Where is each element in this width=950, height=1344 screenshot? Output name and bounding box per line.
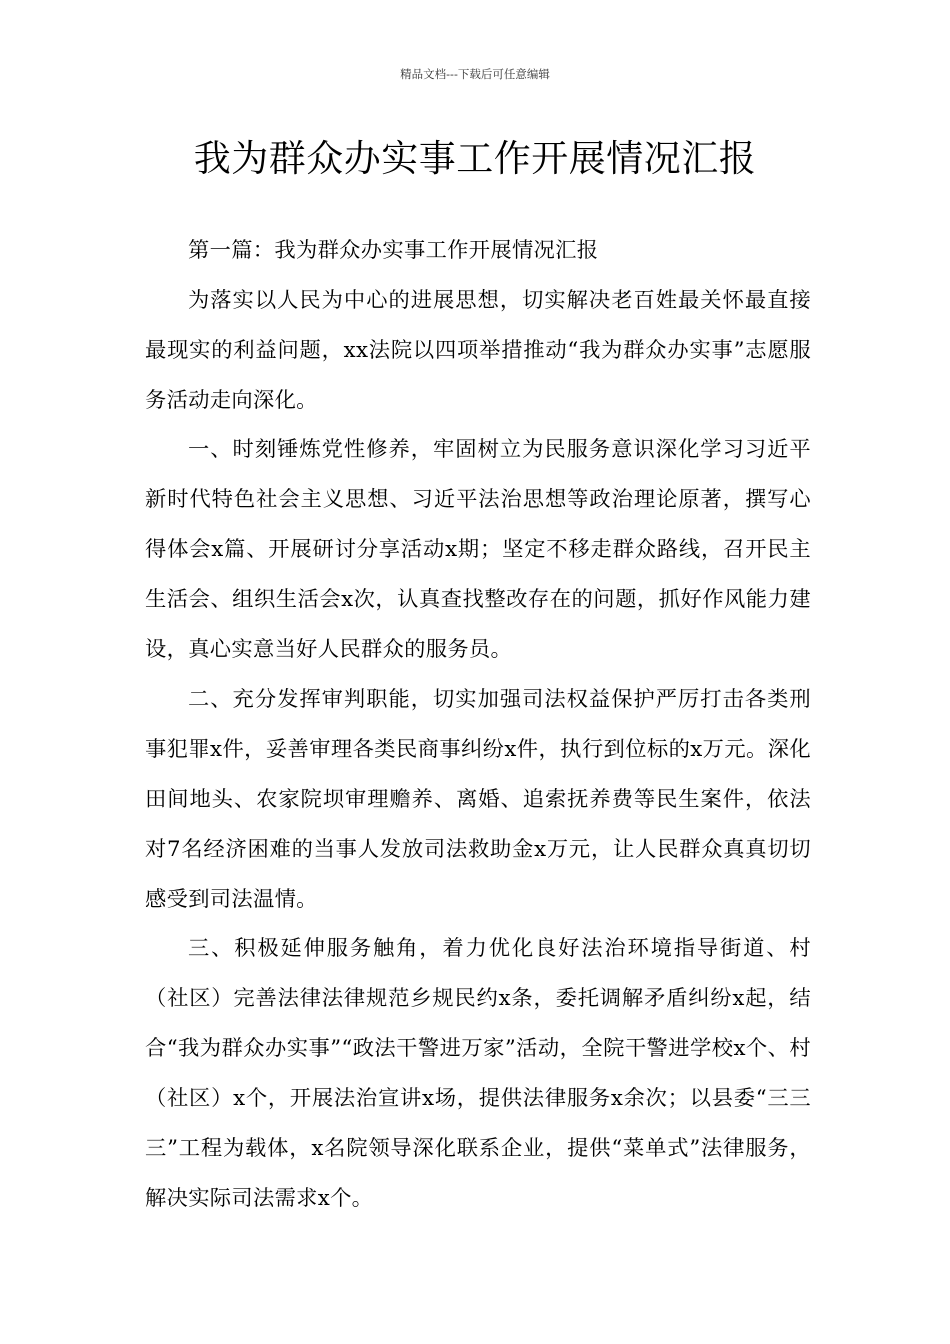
paragraph-subtitle: 第一篇：我为群众办实事工作开展情况汇报 [188,238,599,263]
paragraph-section-2: 二、充分发挥审判职能，切实加强司法权益保护严厉打击各类刑事犯罪x件，妥善审理各类民商事纠纷x件，执行到位标的x万元。深化田间地头、农家院坝审理赡养、离婚、追索抚养费等民生案件，依法对7名经济困难的当事人发放司法救助金x万元，让人民群众真真切切感受到司法温情。 [145,687,811,912]
paragraph-intro: 为落实以人民为中心的进展思想，切实解决老百姓最关怀最直接最现实的利益问题，xx法院以四项举措推动“我为群众办实事”志愿服务活动走向深化。 [145,288,811,413]
document-title: 我为群众办实事工作开展情况汇报 [193,137,757,180]
header-note: 精品文档---下载后可任意编辑 [400,67,550,81]
paragraph-section-3: 三、积极延伸服务触角，着力优化良好法治环境指导街道、村（社区）完善法律法律规范乡规民约x条，委托调解矛盾纠纷x起，结合“我为群众办实事”“政法干警进万家”活动，全院干警进学校x个、村（社区）x个，开展法治宣讲x场，提供法律服务x余次；以县委“三三三”工程为载体，x名院领导深化联系企业，提供“菜单式”法律服务，解决实际司法需求x个。 [145,936,811,1211]
paragraph-section-1: 一、时刻锤炼党性修养，牢固树立为民服务意识深化学习习近平新时代特色社会主义思想、习近平法治思想等政治理论原著，撰写心得体会x篇、开展研讨分享活动x期；坚定不移走群众路线，召开民主生活会、组织生活会x次，认真查找整改存在的问题，抓好作风能力建设，真心实意当好人民群众的服务员。 [145,437,811,662]
